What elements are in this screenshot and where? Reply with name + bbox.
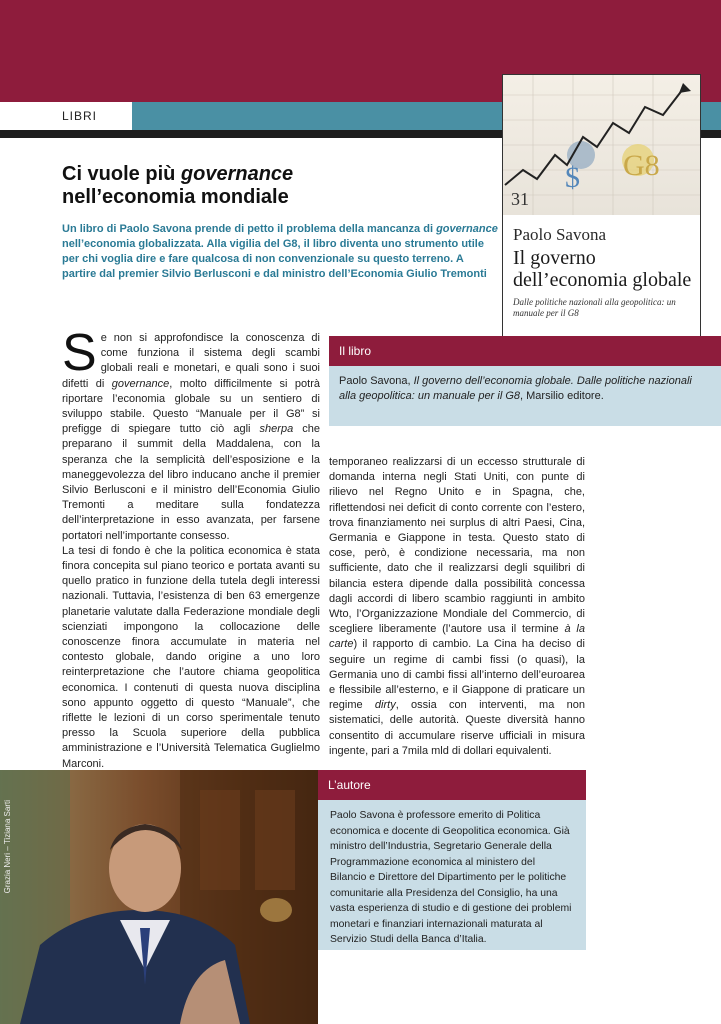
author-photo (0, 770, 318, 1024)
article-headline (62, 163, 462, 209)
lead-text-b: nell’economia globalizzata. Alla vigilia del G8, il libro diventa uno strumento utile per chi voglia dire e fare qualcosa di non convenzionale su questo terreno. A partire dal premier Silvio Berlusconi e dal ministro dell’Economia Giulio Tremonti (62, 238, 487, 280)
cover-arrow-icon (679, 83, 691, 93)
cover-title: Il governo dell’economia globale (513, 247, 692, 291)
autore-box-body: Paolo Savona è professore emerito di Politica economica e docente di Geopolitica economica. Già ministro dell’Industria, Segretario Generale della Programmazione economica al ministero del Bilancio e Direttore del Dipartimento per le politiche comunitarie alla Presidenza del Consiglio, ha una vasta esperienza di studio e di gestione dei problemi monetari e finanziari internazionali maturata al Servizio Studi della Banca d’Italia. (318, 800, 586, 950)
body-text: e non si approfondisce la conoscenza di come funziona il sistema degli scambi globali reali e monetari, e quali sono i suoi difetti di (62, 332, 320, 390)
libro-publisher: , Marsilio editore. (520, 390, 604, 402)
body-emphasis: dirty (374, 699, 396, 712)
headline-text: Ci vuole più (62, 163, 181, 185)
cover-author: Paolo Savona (513, 225, 607, 244)
libro-box-header: Il libro (329, 336, 721, 366)
libro-title: Il governo dell’economia globale. Dalle politiche nazionali alla geopolitica: un manuale per il G8 (339, 375, 692, 402)
cover-g8-text: G8 (623, 149, 660, 182)
body-text: , molto difficilmente si potrà riportare l’economia globale su un sentiero di sviluppo stabile. Questo “Manuale per il G8” si prefigge di spiegare tutto ciò agli (62, 377, 321, 436)
headline-line-2: nell’economia mondiale (62, 186, 289, 208)
cover-subtitle: Dalle politiche nazionali alla geopolitica: un manuale per il G8 (513, 297, 676, 318)
body-text: temporaneo realizzarsi di un eccesso strutturale di domanda interna negli Stati Uniti, con punte di rilievo nel Regno Unito e in Spagna, che, riflettendosi nei deficit di conto corrente con l’estero, trova finanziamento nei surplus di altri Paesi, Cina, Germania e Giappone in testa. Questo stato di cose, però, è condizione necessaria, ma non sufficiente, dato che il realizzarsi degli squilibri di bilancia estera dipende dalla possibilità concessa dagli accordi di libero scambio raggiunti in ambito Wto, l’Organizzazione Mondiale del Commercio, di scegliere liberamente (l’autore usa il termine (329, 456, 585, 636)
lead-text-a: Un libro di Paolo Savona prende di petto il problema della mancanza di (62, 223, 437, 235)
photo-credit: Grazia Neri – Tiziana Sarti (3, 800, 12, 894)
body-text: ) il rapporto di cambio. La Cina ha deciso di seguire un regime di cambi fissi (o quasi), la Germania uno di cambi fissi all’interno dell’euroarea e flessibile all’esterno, e il Giappone di praticare un regime (329, 638, 585, 712)
cover-number-text: 31 (511, 189, 529, 209)
body-emphasis: sherpa (259, 423, 294, 436)
body-text: che preparano il summit della Maddalena, con la speranza che la semplicità dell’esposizione e la maneggevolezza del libro inducano anche il premier Silvio Berlusconi e il ministro dell’Economia Giulio Tremonti a meditare sulla fondatezza dell’interpretazione in esso avanzata, per farsene portatori nell’importante consesso. (62, 423, 320, 542)
libro-box-body (329, 366, 721, 426)
section-label: LIBRI (0, 102, 132, 130)
cover-illustration (503, 75, 700, 215)
body-emphasis: à la carte (329, 623, 585, 651)
body-paragraph: La tesi di fondo è che la politica economica è stata finora concepita sul piano teorico e portata avanti su quello pratico in funzione della tutela degli interessi nazionali. Tuttavia, l’esistenza di ben 63 emergenze planetarie valutate dalla Federazione mondiale degli scienziati impongono la collocazione delle conoscenze finora accumulate in materia nel contesto globale, dando origine a uno loro reinterpretazione che l’autore chiama geopolitica economica. I contenuti di questa nuova disciplina sono appunto oggetto di questo “Manuale”, che riflette le lezioni di un corso sperimentale tenuto presso la Scuola superiore della pubblica amministrazione e l’Università Telematica Guglielmo Marconi. (62, 544, 320, 770)
body-column-2 (329, 455, 585, 759)
drop-cap: S (62, 324, 97, 382)
autore-box-header: L’autore (318, 770, 586, 800)
svg-text:$: $ (565, 161, 580, 194)
body-text: , ossia con interventi, ma non sistematici, delle autorità. Queste diversità hanno consentito di accumulare riserve ufficiali in misura ingente, pari a 7mila mld di dollari equivalenti. (329, 699, 585, 757)
headline-emphasis: governance (180, 163, 294, 185)
libro-author: Paolo Savona, (339, 375, 414, 387)
lead-emphasis: governance (436, 223, 498, 235)
article-lead (62, 222, 500, 282)
body-emphasis: governance (111, 377, 170, 390)
book-cover (502, 74, 701, 362)
body-column-1 (62, 324, 321, 802)
